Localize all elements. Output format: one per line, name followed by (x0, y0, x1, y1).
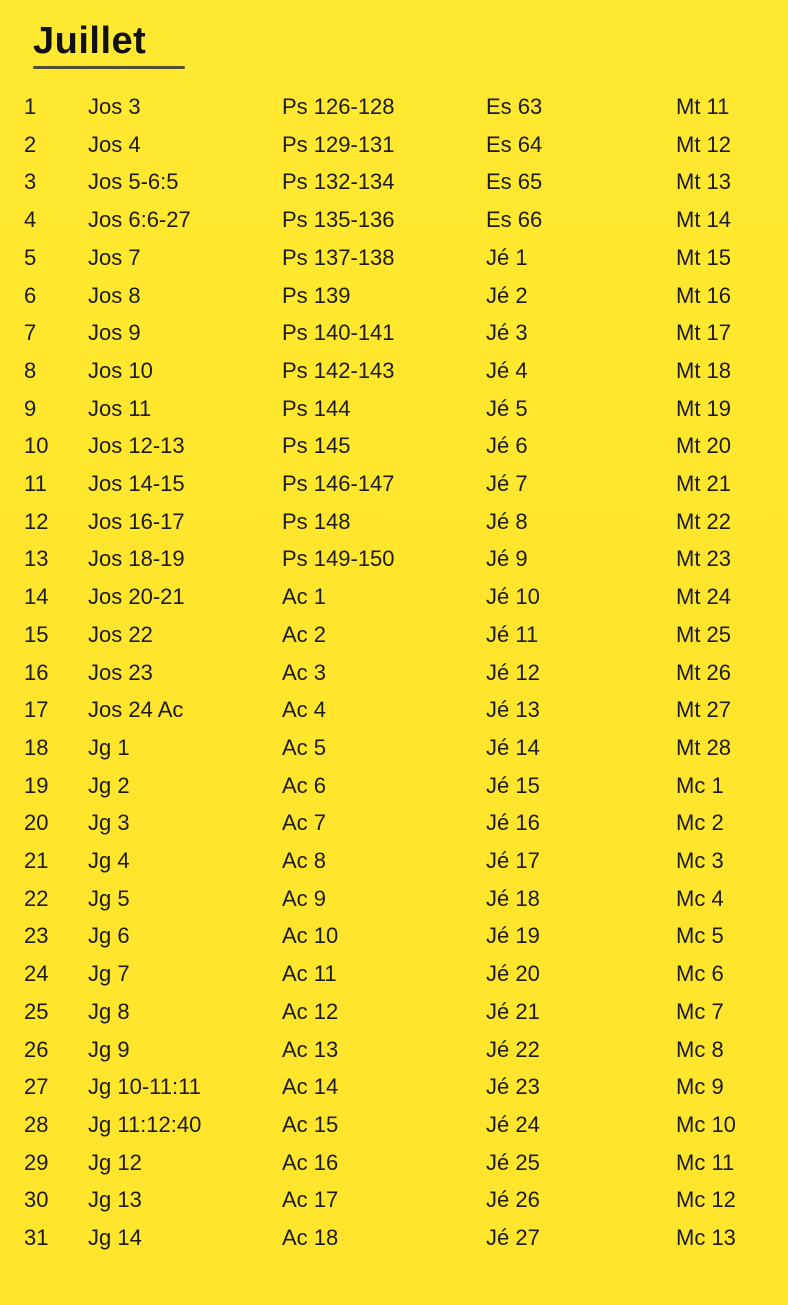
page-title: Juillet (33, 20, 147, 62)
day-number: 29 (24, 1149, 49, 1175)
day-number: 12 (24, 508, 49, 534)
reading-col-1: Jos 18-19 (88, 546, 185, 572)
reading-col-1: Jos 14-15 (88, 471, 185, 496)
day-number: 11 (24, 471, 47, 496)
reading-col-4: Mt 25 (676, 621, 732, 647)
reading-col-4: Mc 3 (676, 848, 724, 873)
reading-col-2: Ps 145 (282, 433, 351, 459)
reading-col-2: Ps 144 (282, 395, 351, 421)
reading-col-2: Ac 6 (282, 772, 327, 798)
day-number: 17 (24, 697, 49, 723)
reading-col-4: Mt 14 (676, 207, 732, 233)
reading-col-2: Ac 4 (282, 697, 327, 723)
reading-col-4: Mt 16 (676, 282, 732, 308)
reading-col-3: Jé 21 (486, 998, 540, 1024)
schedule-row (0, 277, 788, 314)
reading-col-4: Mc 2 (676, 810, 724, 836)
day-number: 18 (24, 734, 49, 760)
reading-col-3: Jé 23 (486, 1074, 540, 1100)
reading-col-4: Mt 23 (676, 546, 732, 572)
reading-col-4: Mc 1 (676, 772, 724, 798)
reading-col-1: Jos 4 (88, 131, 141, 157)
reading-col-1: Jg 1 (88, 734, 130, 760)
day-number: 4 (24, 207, 37, 233)
reading-col-2: Ps 148 (282, 508, 351, 534)
reading-col-2: Ac 2 (282, 621, 327, 647)
schedule-row (0, 540, 788, 577)
day-number: 22 (24, 885, 49, 911)
reading-col-4: Mt 15 (676, 244, 732, 270)
reading-col-1: Jos 8 (88, 282, 141, 308)
day-number: 27 (24, 1074, 49, 1100)
schedule-row (0, 88, 788, 125)
reading-col-4: Mt 19 (676, 395, 732, 421)
reading-col-2: Ac 13 (282, 1036, 339, 1062)
reading-col-1: Jos 12-13 (88, 433, 185, 459)
reading-col-3: Jé 14 (486, 734, 540, 760)
day-number: 13 (24, 546, 49, 572)
reading-col-3: Es 66 (486, 207, 543, 233)
day-number: 6 (24, 282, 37, 308)
reading-col-1: Jos 16-17 (88, 508, 185, 534)
reading-col-4: Mt 22 (676, 508, 732, 534)
reading-col-2: Ac 5 (282, 734, 327, 760)
reading-col-3: Jé 2 (486, 282, 528, 308)
reading-col-2: Ac 15 (282, 1111, 339, 1137)
reading-col-1: Jos 6:6-27 (88, 207, 191, 233)
reading-col-4: Mc 7 (676, 998, 724, 1024)
reading-col-3: Jé 4 (486, 357, 528, 383)
title-underline (33, 66, 185, 69)
reading-col-1: Jg 10-11:11 (88, 1074, 201, 1100)
schedule-row (0, 1181, 788, 1218)
reading-col-1: Jos 24 Ac (88, 697, 184, 723)
day-number: 1 (24, 94, 37, 119)
reading-col-3: Jé 26 (486, 1187, 540, 1213)
reading-col-1: Jos 3 (88, 94, 141, 119)
reading-col-3: Es 64 (486, 131, 543, 157)
reading-col-2: Ac 10 (282, 923, 339, 949)
reading-col-2: Ps 149-150 (282, 546, 395, 572)
reading-col-1: Jos 20-21 (88, 584, 185, 610)
reading-col-1: Jos 11 (88, 395, 152, 421)
reading-col-3: Jé 20 (486, 961, 540, 987)
reading-col-3: Jé 8 (486, 508, 528, 534)
reading-col-2: Ac 18 (282, 1225, 339, 1250)
reading-col-2: Ac 16 (282, 1149, 339, 1175)
schedule-row (0, 163, 788, 200)
day-number: 2 (24, 131, 37, 157)
schedule-row (0, 201, 788, 238)
day-number: 8 (24, 357, 37, 383)
schedule-row (0, 1144, 788, 1181)
reading-col-4: Mc 5 (676, 923, 724, 949)
reading-col-1: Jos 23 (88, 659, 153, 685)
day-number: 5 (24, 244, 37, 270)
reading-col-4: Mt 21 (676, 471, 732, 496)
reading-col-3: Jé 13 (486, 697, 540, 723)
reading-col-2: Ps 140-141 (282, 320, 395, 346)
reading-col-3: Jé 3 (486, 320, 528, 346)
reading-col-4: Mt 28 (676, 734, 732, 760)
reading-col-1: Jos 5-6:5 (88, 169, 179, 195)
reading-col-2: Ac 14 (282, 1074, 339, 1100)
reading-col-4: Mt 26 (676, 659, 732, 685)
reading-col-4: Mt 18 (676, 357, 732, 383)
day-number: 28 (24, 1111, 49, 1137)
reading-col-1: Jg 6 (88, 923, 130, 949)
reading-col-2: Ps 146-147 (282, 471, 395, 496)
reading-col-1: Jg 2 (88, 772, 130, 798)
reading-col-2: Ps 126-128 (282, 94, 395, 119)
reading-col-2: Ac 9 (282, 885, 327, 911)
schedule-row (0, 842, 788, 879)
reading-col-2: Ac 12 (282, 998, 339, 1024)
reading-col-1: Jg 5 (88, 885, 130, 911)
reading-col-3: Jé 19 (486, 923, 540, 949)
reading-col-4: Mt 27 (676, 697, 732, 723)
reading-col-3: Jé 12 (486, 659, 540, 685)
reading-col-3: Jé 24 (486, 1111, 540, 1137)
reading-col-3: Jé 1 (486, 244, 528, 270)
day-number: 19 (24, 772, 49, 798)
schedule-row (0, 390, 788, 427)
title-block (33, 22, 185, 69)
schedule-row (0, 804, 788, 841)
day-number: 3 (24, 169, 37, 195)
reading-col-3: Jé 25 (486, 1149, 540, 1175)
schedule-row (0, 880, 788, 917)
schedule-row (0, 427, 788, 464)
reading-col-3: Jé 9 (486, 546, 528, 572)
day-number: 10 (24, 433, 49, 459)
reading-col-3: Jé 6 (486, 433, 528, 459)
reading-col-4: Mc 11 (676, 1149, 735, 1175)
reading-col-4: Mc 10 (676, 1111, 736, 1137)
reading-col-4: Mc 13 (676, 1225, 736, 1250)
reading-col-1: Jg 7 (88, 961, 130, 987)
reading-col-3: Es 65 (486, 169, 543, 195)
day-number: 30 (24, 1187, 49, 1213)
schedule-row (0, 314, 788, 351)
schedule-row (0, 993, 788, 1030)
day-number: 25 (24, 998, 49, 1024)
reading-col-4: Mc 9 (676, 1074, 724, 1100)
reading-col-4: Mt 20 (676, 433, 732, 459)
reading-col-2: Ps 142-143 (282, 357, 395, 383)
reading-col-1: Jg 14 (88, 1225, 142, 1250)
reading-col-4: Mt 11 (676, 94, 730, 119)
reading-col-4: Mt 24 (676, 584, 732, 610)
reading-col-1: Jos 9 (88, 320, 141, 346)
reading-col-2: Ps 139 (282, 282, 351, 308)
schedule-row (0, 578, 788, 615)
schedule-row (0, 955, 788, 992)
reading-col-1: Jg 3 (88, 810, 130, 836)
schedule-row (0, 729, 788, 766)
reading-col-1: Jos 10 (88, 357, 153, 383)
schedule-row (0, 1106, 788, 1143)
reading-col-1: Jg 12 (88, 1149, 142, 1175)
reading-col-4: Mt 13 (676, 169, 732, 195)
reading-col-4: Mt 12 (676, 131, 732, 157)
reading-col-1: Jg 4 (88, 848, 130, 873)
reading-col-3: Jé 5 (486, 395, 528, 421)
reading-col-4: Mt 17 (676, 320, 732, 346)
schedule-row (0, 691, 788, 728)
reading-col-1: Jg 8 (88, 998, 130, 1024)
schedule-row (0, 126, 788, 163)
day-number: 20 (24, 810, 49, 836)
day-number: 16 (24, 659, 49, 685)
reading-col-3: Jé 16 (486, 810, 540, 836)
reading-col-3: Jé 11 (486, 621, 539, 647)
schedule-row (0, 465, 788, 502)
reading-col-2: Ps 137-138 (282, 244, 395, 270)
schedule-row (0, 616, 788, 653)
reading-col-2: Ps 129-131 (282, 131, 395, 157)
reading-col-2: Ac 17 (282, 1187, 339, 1213)
day-number: 9 (24, 395, 37, 421)
reading-col-2: Ac 1 (282, 584, 327, 610)
schedule-row (0, 503, 788, 540)
reading-col-2: Ps 135-136 (282, 207, 395, 233)
reading-col-3: Jé 10 (486, 584, 540, 610)
reading-col-2: Ac 3 (282, 659, 327, 685)
reading-col-3: Jé 17 (486, 848, 540, 873)
schedule-row (0, 1219, 788, 1256)
reading-col-4: Mc 8 (676, 1036, 724, 1062)
day-number: 31 (24, 1225, 49, 1250)
reading-col-3: Es 63 (486, 94, 543, 119)
day-number: 15 (24, 621, 49, 647)
schedule-row (0, 917, 788, 954)
day-number: 26 (24, 1036, 49, 1062)
reading-col-3: Jé 7 (486, 471, 528, 496)
reading-col-4: Mc 6 (676, 961, 724, 987)
schedule-row (0, 654, 788, 691)
schedule-row (0, 1068, 788, 1105)
day-number: 21 (24, 848, 49, 873)
reading-col-1: Jg 11:12:40 (88, 1111, 202, 1137)
day-number: 23 (24, 923, 49, 949)
reading-col-1: Jg 13 (88, 1187, 142, 1213)
day-number: 14 (24, 584, 49, 610)
schedule-row (0, 239, 788, 276)
schedule-row (0, 352, 788, 389)
reading-col-3: Jé 22 (486, 1036, 540, 1062)
day-number: 24 (24, 961, 49, 987)
reading-col-1: Jos 22 (88, 621, 153, 647)
schedule-row (0, 767, 788, 804)
day-number: 7 (24, 320, 37, 346)
reading-col-4: Mc 4 (676, 885, 724, 911)
reading-col-3: Jé 18 (486, 885, 540, 911)
reading-col-2: Ps 132-134 (282, 169, 395, 195)
reading-col-3: Jé 15 (486, 772, 540, 798)
reading-col-2: Ac 7 (282, 810, 327, 836)
reading-col-1: Jos 7 (88, 244, 141, 270)
reading-col-3: Jé 27 (486, 1225, 540, 1250)
schedule-row (0, 1031, 788, 1068)
reading-col-4: Mc 12 (676, 1187, 736, 1213)
reading-col-2: Ac 8 (282, 848, 327, 873)
reading-col-1: Jg 9 (88, 1036, 130, 1062)
reading-col-2: Ac 11 (282, 961, 337, 987)
